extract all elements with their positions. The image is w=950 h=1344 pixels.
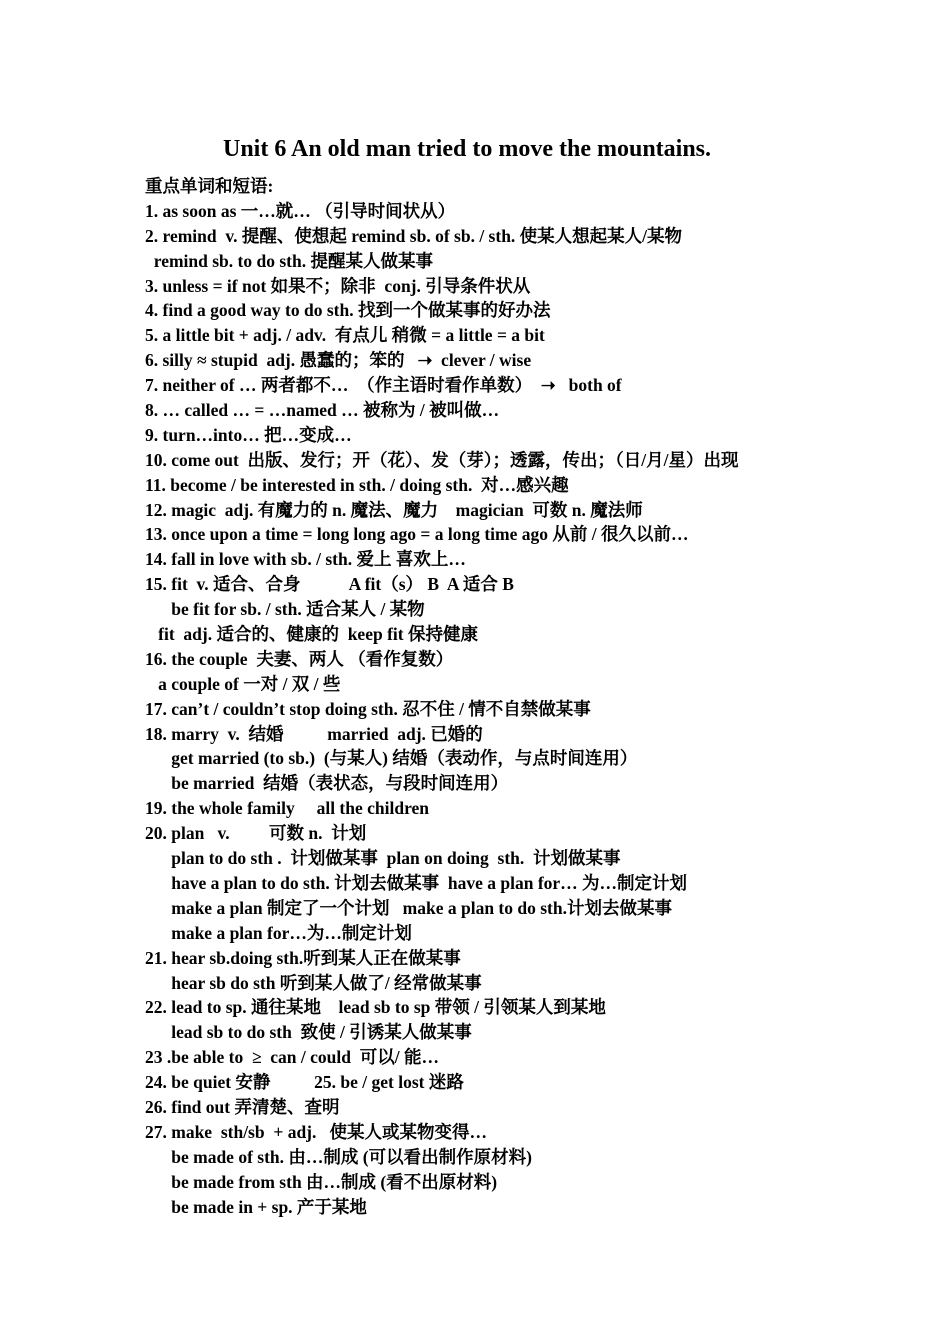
vocabulary-line: 21. hear sb.doing sth.听到某人正在做某事 bbox=[145, 947, 461, 968]
vocabulary-line: 17. can’t / couldn’t stop doing sth. 忍不住 / 情不自禁做某事 bbox=[145, 698, 591, 719]
vocabulary-line: get married (to sb.) (与某人) 结婚（表动作，与点时间连用） bbox=[145, 748, 638, 769]
vocabulary-line: 4. find a good way to do sth. 找到一个做某事的好办法 bbox=[145, 300, 551, 321]
vocabulary-line: 16. the couple 夫妻、两人 （看作复数） bbox=[145, 648, 454, 669]
vocabulary-line: 9. turn…into… 把…变成… bbox=[145, 424, 352, 445]
vocabulary-list bbox=[145, 174, 925, 1219]
vocabulary-line: 12. magic adj. 有魔力的 n. 魔法、魔力 magician 可数 n. 魔法师 bbox=[145, 499, 643, 520]
vocabulary-line: 13. once upon a time = long long ago = a long time ago 从前 / 很久以前… bbox=[145, 524, 689, 545]
vocabulary-line: 8. … called … = …named … 被称为 / 被叫做… bbox=[145, 400, 500, 421]
vocabulary-line: 1. as soon as 一…就… （引导时间状从） bbox=[145, 200, 456, 221]
vocabulary-line: 6. silly ≈ stupid adj. 愚蠢的；笨的 ➝ clever / wise bbox=[145, 350, 532, 371]
vocabulary-line: 7. neither of … 两者都不… （作主语时看作单数） ➝ both of bbox=[145, 375, 622, 396]
vocabulary-line: be made from sth 由…制成 (看不出原材料) bbox=[145, 1171, 498, 1192]
vocabulary-line: 2. remind v. 提醒、使想起 remind sb. of sb. / sth. 使某人想起某人/某物 bbox=[145, 225, 683, 246]
vocabulary-line: 3. unless = if not 如果不；除非 conj. 引导条件状从 bbox=[145, 275, 531, 296]
page-title: Unit 6 An old man tried to move the mountains. bbox=[222, 136, 712, 162]
vocabulary-line: 11. become / be interested in sth. / doing sth. 对…感兴趣 bbox=[145, 474, 569, 495]
vocabulary-line: 15. fit v. 适合、合身 A fit（s） B A 适合 B bbox=[145, 574, 514, 595]
vocabulary-line: lead sb to do sth 致使 / 引诱某人做某事 bbox=[145, 1022, 472, 1043]
section-heading: 重点单词和短语: bbox=[145, 176, 274, 196]
vocabulary-line: be married 结婚（表状态，与段时间连用） bbox=[145, 773, 509, 794]
vocabulary-line: be made of sth. 由…制成 (可以看出制作原材料) bbox=[145, 1146, 532, 1167]
vocabulary-line: 23 .be able to ≥ can / could 可以/ 能… bbox=[145, 1047, 439, 1068]
vocabulary-line: fit adj. 适合的、健康的 keep fit 保持健康 bbox=[145, 624, 478, 645]
vocabulary-line: remind sb. to do sth. 提醒某人做某事 bbox=[145, 250, 433, 271]
vocabulary-line: 27. make sth/sb + adj. 使某人或某物变得… bbox=[145, 1121, 488, 1142]
vocabulary-line: 19. the whole family all the children bbox=[145, 798, 430, 819]
vocabulary-line: have a plan to do sth. 计划去做某事 have a plan for… 为…制定计划 bbox=[145, 872, 688, 893]
vocabulary-line: a couple of 一对 / 双 / 些 bbox=[145, 673, 341, 694]
vocabulary-line: make a plan for…为…制定计划 bbox=[145, 922, 412, 943]
vocabulary-line: make a plan 制定了一个计划 make a plan to do sth.计划去做某事 bbox=[145, 897, 672, 918]
vocabulary-line: be made in + sp. 产于某地 bbox=[145, 1196, 367, 1217]
vocabulary-line: 26. find out 弄清楚、查明 bbox=[145, 1096, 340, 1117]
vocabulary-line: be fit for sb. / sth. 适合某人 / 某物 bbox=[145, 599, 425, 620]
vocabulary-line: 24. be quiet 安静 25. be / get lost 迷路 bbox=[145, 1072, 464, 1093]
vocabulary-line: 18. marry v. 结婚 married adj. 已婚的 bbox=[145, 723, 483, 744]
vocabulary-line: 20. plan v. 可数 n. 计划 bbox=[145, 823, 367, 844]
vocabulary-line: 10. come out 出版、发行；开（花）、发（芽）；透露，传出；（日/月/星）出现 bbox=[145, 449, 739, 470]
vocabulary-line: 22. lead to sp. 通往某地 lead sb to sp 带领 / 引领某人到某地 bbox=[145, 997, 606, 1018]
vocabulary-line: 5. a little bit + adj. / adv. 有点儿 稍微 = a little = a bit bbox=[145, 325, 545, 346]
vocabulary-line: hear sb do sth 听到某人做了/ 经常做某事 bbox=[145, 972, 482, 993]
vocabulary-line: 14. fall in love with sb. / sth. 爱上 喜欢上… bbox=[145, 549, 466, 570]
vocabulary-line: plan to do sth . 计划做某事 plan on doing sth. 计划做某事 bbox=[145, 848, 621, 869]
